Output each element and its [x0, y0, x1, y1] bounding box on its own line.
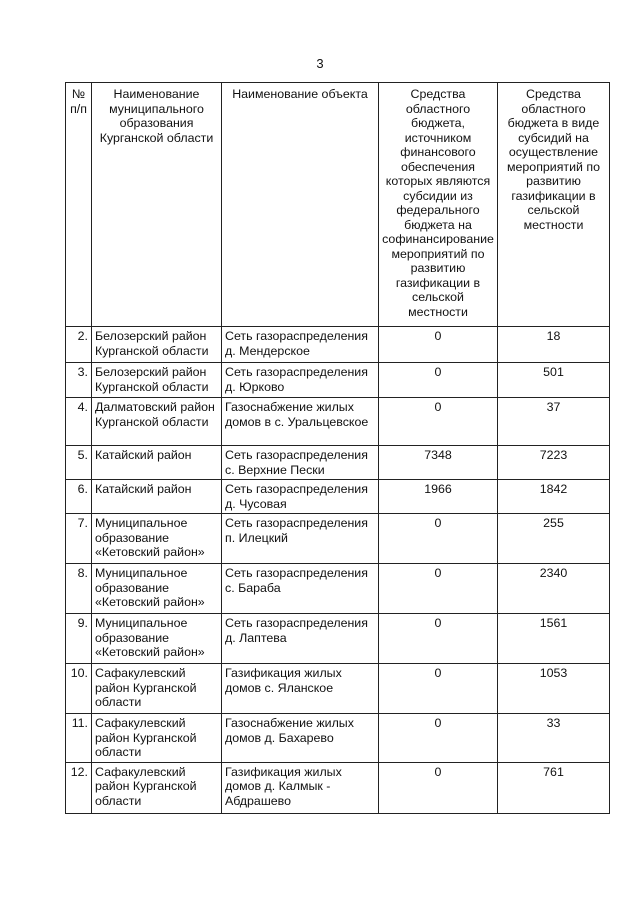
header-object: Наименование объекта: [222, 83, 379, 327]
table-row: [66, 762, 610, 813]
object-cell: Сеть газораспределения д. Лаптева: [222, 614, 379, 664]
table-row: [66, 714, 610, 763]
federal-funds-cell: 0: [379, 564, 498, 614]
municipality-cell: Сафакулевский район Курганской области: [92, 664, 222, 714]
object-cell: Сеть газораспределения д. Мендерское: [222, 327, 379, 363]
row-number: 6.: [66, 480, 92, 514]
federal-funds-cell: 0: [379, 762, 498, 813]
row-number: 3.: [66, 363, 92, 398]
municipality-cell: Муниципальное образование «Кетовский район»: [92, 514, 222, 564]
regional-funds-cell: 33: [498, 714, 610, 763]
table-row: [66, 480, 610, 514]
regional-funds-cell: 761: [498, 762, 610, 813]
object-cell: Газоснабжение жилых домов в с. Уральцевское: [222, 398, 379, 446]
federal-funds-cell: 0: [379, 398, 498, 446]
row-number: 4.: [66, 398, 92, 446]
object-cell: Сеть газораспределения д. Юрково: [222, 363, 379, 398]
table-row: [66, 363, 610, 398]
row-number: 11.: [66, 714, 92, 763]
regional-funds-cell: 1561: [498, 614, 610, 664]
federal-funds-cell: 0: [379, 714, 498, 763]
table-row: [66, 664, 610, 714]
municipality-cell: Сафакулевский район Курганской области: [92, 762, 222, 813]
table-body: [66, 327, 610, 814]
page-number: 3: [316, 56, 324, 71]
regional-funds-cell: 37: [498, 398, 610, 446]
row-number: 9.: [66, 614, 92, 664]
row-number: 5.: [66, 446, 92, 480]
row-number: 2.: [66, 327, 92, 363]
table-row: [66, 398, 610, 446]
row-number: 7.: [66, 514, 92, 564]
municipality-cell: Катайский район: [92, 446, 222, 480]
regional-funds-cell: 1053: [498, 664, 610, 714]
municipality-cell: Сафакулевский район Курганской области: [92, 714, 222, 763]
header-number: № п/п: [66, 83, 92, 327]
header-federal-funds: Средства областного бюджета, источником финансового обеспечения которых являются субсидии из федерального бюджета на софинансирование мероприятий по развитию газификации в сельской местности: [379, 83, 498, 327]
regional-funds-cell: 2340: [498, 564, 610, 614]
federal-funds-cell: 0: [379, 327, 498, 363]
row-number: 8.: [66, 564, 92, 614]
table-row: [66, 446, 610, 480]
table-row: [66, 514, 610, 564]
table-row: [66, 564, 610, 614]
federal-funds-cell: 0: [379, 363, 498, 398]
federal-funds-cell: 0: [379, 614, 498, 664]
regional-funds-cell: 7223: [498, 446, 610, 480]
header-municipality: Наименование муниципального образования Курганской области: [92, 83, 222, 327]
municipality-cell: Белозерский район Курганской области: [92, 363, 222, 398]
regional-funds-cell: 255: [498, 514, 610, 564]
table-row: [66, 327, 610, 363]
object-cell: Газификация жилых домов с. Яланское: [222, 664, 379, 714]
federal-funds-cell: 0: [379, 664, 498, 714]
row-number: 10.: [66, 664, 92, 714]
object-cell: Сеть газораспределения с. Бараба: [222, 564, 379, 614]
object-cell: Газификация жилых домов д. Калмык - Абдрашево: [222, 762, 379, 813]
federal-funds-cell: 7348: [379, 446, 498, 480]
regional-funds-cell: 1842: [498, 480, 610, 514]
municipality-cell: Муниципальное образование «Кетовский район»: [92, 614, 222, 664]
table-header-row: [66, 83, 610, 327]
gasification-table: [65, 82, 610, 814]
federal-funds-cell: 1966: [379, 480, 498, 514]
object-cell: Сеть газораспределения д. Чусовая: [222, 480, 379, 514]
municipality-cell: Белозерский район Курганской области: [92, 327, 222, 363]
row-number: 12.: [66, 762, 92, 813]
federal-funds-cell: 0: [379, 514, 498, 564]
regional-funds-cell: 18: [498, 327, 610, 363]
municipality-cell: Катайский район: [92, 480, 222, 514]
header-regional-funds: Средства областного бюджета в виде субсидий на осуществление мероприятий по развитию газификации в сельской местности: [498, 83, 610, 327]
regional-funds-cell: 501: [498, 363, 610, 398]
municipality-cell: Муниципальное образование «Кетовский район»: [92, 564, 222, 614]
table-row: [66, 614, 610, 664]
object-cell: Сеть газораспределения п. Илецкий: [222, 514, 379, 564]
municipality-cell: Далматовский район Курганской области: [92, 398, 222, 446]
object-cell: Газоснабжение жилых домов д. Бахарево: [222, 714, 379, 763]
object-cell: Сеть газораспределения с. Верхние Пески: [222, 446, 379, 480]
